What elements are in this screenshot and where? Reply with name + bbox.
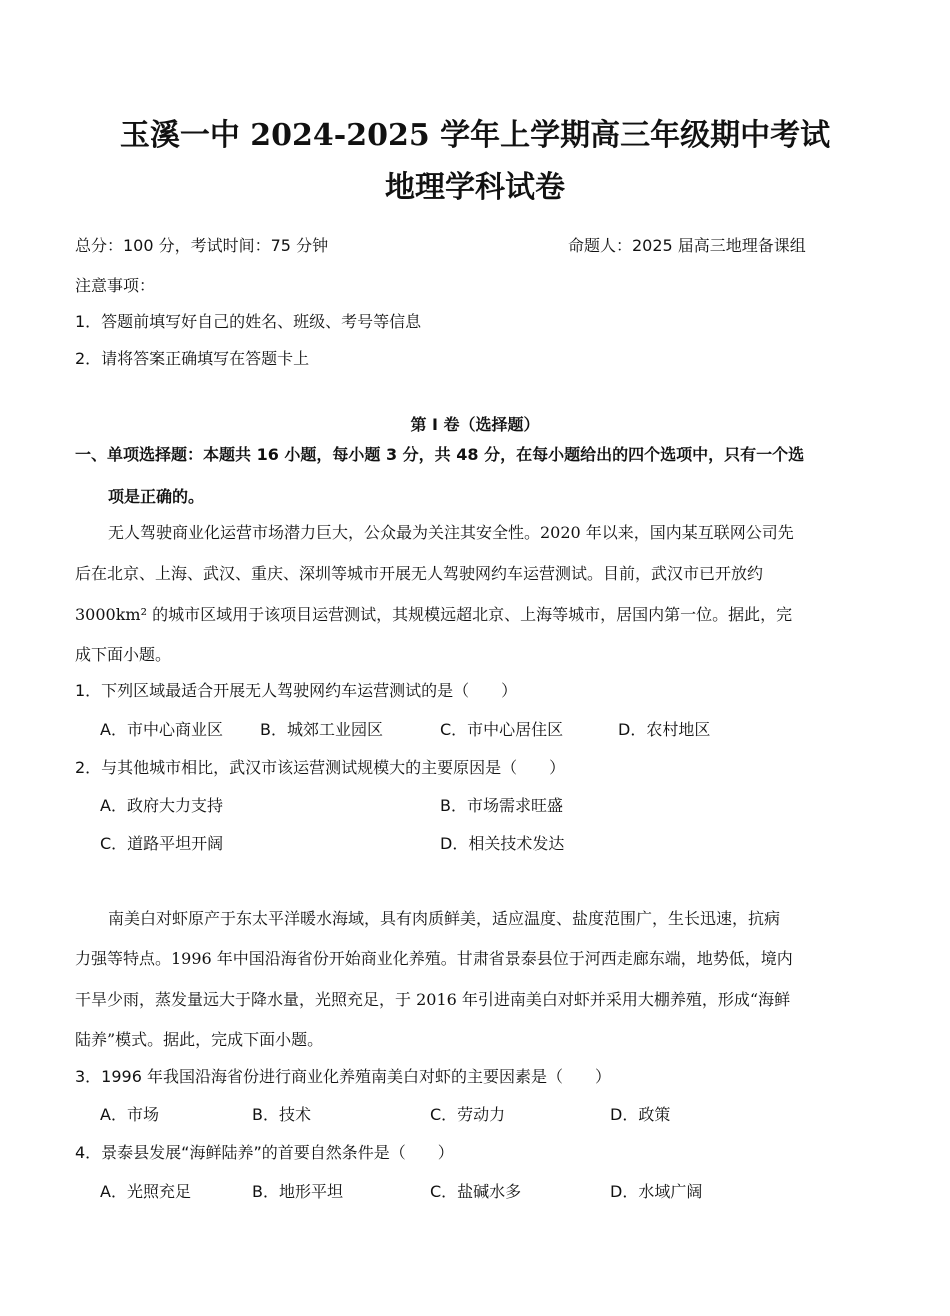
passage2-line: 力强等特点。1996 年中国沿海省份开始商业化养殖。甘肃省景泰县位于河西走廊东端，地势低，境内 — [75, 949, 793, 968]
volume-title: 第 I 卷（选择题） — [410, 415, 540, 434]
section-instruction-cont: 项是正确的。 — [108, 487, 205, 506]
passage1-line: 3000km² 的城市区域用于该项目运营测试，其规模远超北京、上海等城市，居国内第一位。据此，完 — [75, 605, 793, 624]
notice-item: 2．请将答案正确填写在答题卡上 — [75, 349, 310, 368]
notice-item: 1．答题前填写好自己的姓名、班级、考号等信息 — [75, 312, 422, 331]
notice-heading: 注意事项： — [75, 276, 156, 295]
q3-option-c: C．劳动力 — [430, 1105, 506, 1124]
passage1-line: 成下面小题。 — [75, 645, 172, 664]
question-4-stem: 4．景泰县发展“海鲜陆养”的首要自然条件是（ ） — [75, 1143, 454, 1162]
q2-option-d: D．相关技术发达 — [440, 834, 565, 853]
q2-option-a: A．政府大力支持 — [100, 796, 223, 815]
passage2-line: 陆养”模式。据此，完成下面小题。 — [75, 1030, 324, 1049]
q3-option-a: A．市场 — [100, 1105, 159, 1124]
q4-option-b: B．地形平坦 — [252, 1182, 343, 1201]
q1-option-c: C．市中心居住区 — [440, 720, 564, 739]
q2-option-c: C．道路平坦开阔 — [100, 834, 224, 853]
q4-option-d: D．水域广阔 — [610, 1182, 703, 1201]
q2-option-b: B．市场需求旺盛 — [440, 796, 563, 815]
exam-title: 玉溪一中 2024-2025 学年上学期高三年级期中考试 — [119, 118, 831, 153]
passage2-line: 干旱少雨，蒸发量远大于降水量，光照充足，于 2016 年引进南美白对虾并采用大棚养殖，形成“海鲜 — [75, 990, 791, 1009]
question-3-stem: 3．1996 年我国沿海省份进行商业化养殖南美白对虾的主要因素是（ ） — [75, 1067, 611, 1086]
section-instruction: 一、单项选择题：本题共 16 小题，每小题 3 分，共 48 分，在每小题给出的四个选项中，只有一个选 — [75, 445, 805, 464]
q1-option-a: A．市中心商业区 — [100, 720, 223, 739]
q4-option-a: A．光照充足 — [100, 1182, 191, 1201]
q1-option-d: D．农村地区 — [618, 720, 711, 739]
q1-option-b: B．城郊工业园区 — [260, 720, 383, 739]
question-2-stem: 2．与其他城市相比，武汉市该运营测试规模大的主要原因是（ ） — [75, 758, 566, 777]
passage2-line: 南美白对虾原产于东太平洋暖水海域，具有肉质鲜美，适应温度、盐度范围广，生长迅速，抗病 — [108, 909, 781, 928]
score-time-info: 总分：100 分，考试时间：75 分钟 — [75, 236, 329, 255]
author-info: 命题人：2025 届高三地理备课组 — [568, 236, 806, 255]
passage1-line: 后在北京、上海、武汉、重庆、深圳等城市开展无人驾驶网约车运营测试。目前，武汉市已开放约 — [75, 564, 764, 583]
q4-option-c: C．盐碱水多 — [430, 1182, 522, 1201]
passage1-line: 无人驾驶商业化运营市场潜力巨大，公众最为关注其安全性。2020 年以来，国内某互联网公司先 — [108, 523, 794, 542]
q3-option-b: B．技术 — [252, 1105, 311, 1124]
subject-title: 地理学科试卷 — [385, 170, 565, 205]
q3-option-d: D．政策 — [610, 1105, 671, 1124]
question-1-stem: 1．下列区域最适合开展无人驾驶网约车运营测试的是（ ） — [75, 681, 518, 700]
